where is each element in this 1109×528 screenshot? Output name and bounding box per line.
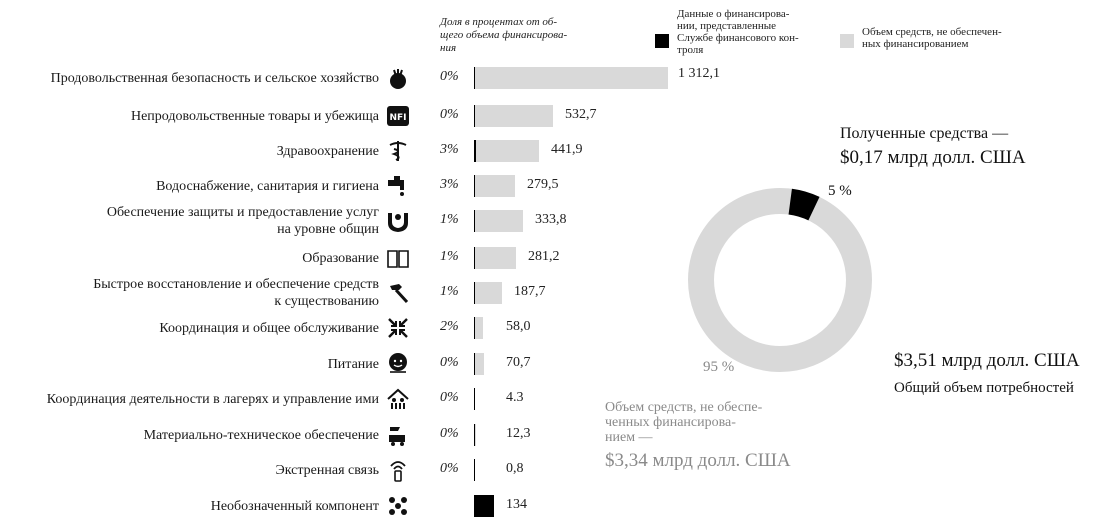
bar-total	[474, 210, 523, 232]
bar-funded	[474, 105, 475, 127]
row-percent: 1%	[440, 249, 459, 264]
logistics-icon	[386, 423, 410, 447]
bar-total	[474, 175, 515, 197]
bar-funded	[474, 247, 475, 269]
row-percent: 0%	[440, 461, 459, 476]
row-label: Непродовольственные товары и убежища	[130, 108, 379, 124]
bar-funded	[474, 317, 475, 339]
legend-unmet-swatch	[840, 34, 854, 48]
row-label: Водоснабжение, санитария и гигиена	[156, 178, 379, 194]
bar-funded	[474, 495, 494, 517]
bar-value-label: 12,3	[506, 426, 531, 441]
protection-icon	[386, 209, 410, 233]
legend-funded-swatch	[655, 34, 669, 48]
total-requirements-amount: $3,51 млрд долл. США	[894, 350, 1080, 371]
bar-funded	[474, 140, 476, 162]
camp-icon	[386, 387, 410, 411]
svg-text:NFI: NFI	[389, 113, 407, 123]
bar-value-label: 0,8	[506, 461, 524, 476]
row-percent: 0%	[440, 69, 459, 84]
total-requirements-label: Общий объем потребностей	[894, 380, 1074, 396]
bar-value-label: 58,0	[506, 319, 531, 334]
row-percent: 3%	[440, 177, 459, 192]
bar-value-label: 333,8	[535, 212, 567, 227]
unmet-funds-amount: $3,34 млрд долл. США	[605, 450, 791, 471]
bar-funded	[474, 67, 475, 89]
bar-total	[474, 247, 516, 269]
received-funds-label: Полученные средства —	[840, 125, 1009, 142]
row-percent: 0%	[440, 390, 459, 405]
bar-total	[474, 317, 483, 339]
book-icon	[386, 246, 410, 270]
row-label: Необозначенный компонент	[210, 498, 379, 514]
bar-value-label: 441,9	[551, 142, 583, 157]
bar-total	[474, 282, 502, 304]
row-percent: 0%	[440, 107, 459, 122]
nfi-icon	[386, 104, 410, 128]
percent-column-header: Доля в процентах от об- щего объема финансирова- ния	[440, 16, 568, 54]
row-label: Питание	[327, 356, 379, 372]
bar-value-label: 70,7	[506, 355, 531, 370]
row-label: Образование	[302, 250, 379, 266]
bar-funded	[474, 175, 475, 197]
bar-total	[474, 353, 484, 375]
legend-funded-label: Данные о финансирова- нии, представленные Службе финансового кон- троля	[677, 8, 799, 56]
bar-funded	[474, 388, 475, 410]
water-tap-icon	[386, 174, 410, 198]
received-funds-amount: $0,17 млрд долл. США	[840, 147, 1026, 168]
row-percent: 1%	[440, 212, 459, 227]
bar-value-label: 281,2	[528, 249, 560, 264]
bar-funded	[474, 353, 475, 375]
row-label: Обеспечение защиты и предоставление услуг на уровне общин	[106, 205, 379, 237]
row-label: Материально-техническое обеспечение	[143, 427, 379, 443]
row-label: Быстрое восстановление и обеспечение средств к существованию	[93, 277, 379, 309]
bar-total	[474, 105, 553, 127]
row-label: Здравоохранение	[276, 143, 379, 159]
row-percent: 0%	[440, 355, 459, 370]
bar-funded	[474, 424, 475, 446]
bar-value-label: 187,7	[514, 284, 546, 299]
row-label: Экстренная связь	[275, 462, 379, 478]
bar-funded	[474, 459, 475, 481]
bar-total	[474, 140, 539, 162]
bar-value-label: 1 312,1	[678, 66, 720, 81]
row-label: Продовольственная безопасность и сельское хозяйство	[50, 70, 379, 86]
bar-value-label: 279,5	[527, 177, 559, 192]
bar-funded	[474, 210, 475, 232]
donut-funded-arc	[790, 202, 814, 209]
row-percent: 2%	[440, 319, 459, 334]
bar-value-label: 532,7	[565, 107, 597, 122]
caduceus-icon	[386, 139, 410, 163]
unspecified-icon	[386, 494, 410, 518]
bar-value-label: 4.3	[506, 390, 524, 405]
funding-donut-chart	[680, 180, 880, 380]
row-percent: 0%	[440, 426, 459, 441]
bar-total	[474, 67, 668, 89]
nutrition-icon	[386, 352, 410, 376]
row-percent: 1%	[440, 284, 459, 299]
donut-unmet-ring	[701, 201, 859, 359]
legend-unmet-label: Объем средств, не обеспечен- ных финансированием	[862, 26, 1002, 50]
row-percent: 3%	[440, 142, 459, 157]
hammer-icon	[386, 281, 410, 305]
bar-value-label: 134	[506, 497, 527, 512]
row-label: Координация и общее обслуживание	[159, 320, 379, 336]
bar-funded	[474, 282, 475, 304]
unmet-funds-label: Объем средств, не обеспе- ченных финансирова- нием —	[605, 400, 763, 445]
donut-funded-percent: 5 %	[828, 183, 852, 199]
wheat-icon	[386, 66, 410, 90]
coordination-arrows-icon	[386, 316, 410, 340]
row-label: Координация деятельности в лагерях и управление ими	[46, 391, 379, 407]
donut-unmet-percent: 95 %	[703, 359, 735, 375]
telecom-icon	[386, 458, 410, 482]
